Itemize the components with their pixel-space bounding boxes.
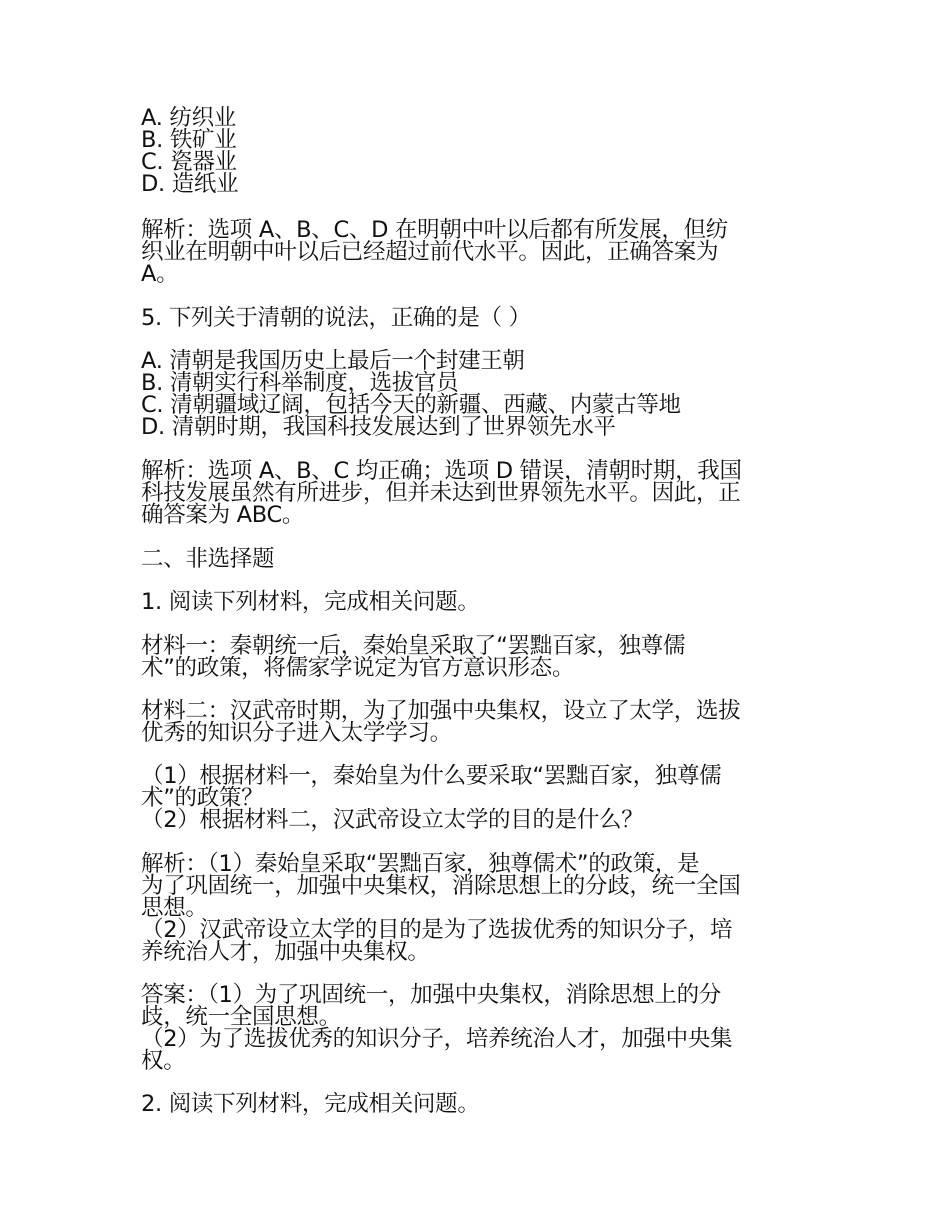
- question-1: 1. 阅读下列材料，完成相关问题。: [141, 589, 480, 615]
- material-2-line: 材料二：汉武帝时期，为了加强中央集权，设立了太学，选拔: [141, 698, 741, 724]
- question-5: 5. 下列关于清朝的说法，正确的是（ ）: [141, 305, 531, 331]
- option-d: D. 清朝时期，我国科技发展达到了世界领先水平: [141, 414, 616, 440]
- option-b: B. 清朝实行科举制度，选拔官员: [141, 370, 459, 396]
- option-a: A. 清朝是我国历史上最后一个封建王朝: [141, 348, 525, 374]
- answer-line: 歧，统一全国思想。: [141, 1004, 341, 1030]
- sub-question-2: （2）根据材料二，汉武帝设立太学的目的是什么？: [141, 807, 644, 833]
- analysis-line: 确答案为 ABC。: [141, 502, 305, 528]
- analysis-line: 为了巩固统一，加强中央集权，消除思想上的分歧，统一全国: [141, 873, 741, 899]
- analysis-line: 解析：选项 A、B、C、D 在明朝中叶以后都有所发展，但纺: [141, 217, 728, 243]
- answer-line: 权。: [141, 1048, 186, 1074]
- analysis-line: 织业在明朝中叶以后已经超过前代水平。因此，正确答案为: [141, 239, 719, 265]
- answer-line: （2）为了选拔优秀的知识分子，培养统治人才，加强中央集: [141, 1026, 733, 1052]
- sub-question-1: （1）根据材料一，秦始皇为什么要采取“罢黜百家，独尊儒: [141, 763, 722, 789]
- section-heading: 二、非选择题: [141, 546, 275, 572]
- analysis-line: A。: [141, 261, 179, 287]
- analysis-line: 解析：选项 A、B、C 均正确；选项 D 错误，清朝时期，我国: [141, 458, 742, 484]
- material-2-line: 优秀的知识分子进入太学学习。: [141, 720, 452, 746]
- sub-question-1: 术”的政策？: [141, 785, 264, 811]
- option-d: D. 造纸业: [141, 171, 239, 197]
- material-1-line: 材料一：秦朝统一后，秦始皇采取了“罢黜百家，独尊儒: [141, 633, 686, 659]
- question-2: 2. 阅读下列材料，完成相关问题。: [141, 1091, 480, 1117]
- option-c: C. 瓷器业: [141, 149, 237, 175]
- analysis-line: 思想。: [141, 895, 208, 921]
- analysis-line: 科技发展虽然有所进步，但并未达到世界领先水平。因此，正: [141, 480, 741, 506]
- material-1-line: 术”的政策，将儒家学说定为官方意识形态。: [141, 655, 575, 681]
- analysis-line: 养统治人才，加强中央集权。: [141, 939, 430, 965]
- analysis-line: 解析：（1）秦始皇采取“罢黜百家，独尊儒术”的政策，是: [141, 851, 700, 877]
- answer-line: 答案：（1）为了巩固统一，加强中央集权，消除思想上的分: [141, 982, 721, 1008]
- option-c: C. 清朝疆域辽阔，包括今天的新疆、西藏、内蒙古等地: [141, 392, 681, 418]
- option-b: B. 铁矿业: [141, 127, 237, 153]
- analysis-line: （2）汉武帝设立太学的目的是为了选拔优秀的知识分子，培: [141, 917, 733, 943]
- option-a: A. 纺织业: [141, 105, 237, 131]
